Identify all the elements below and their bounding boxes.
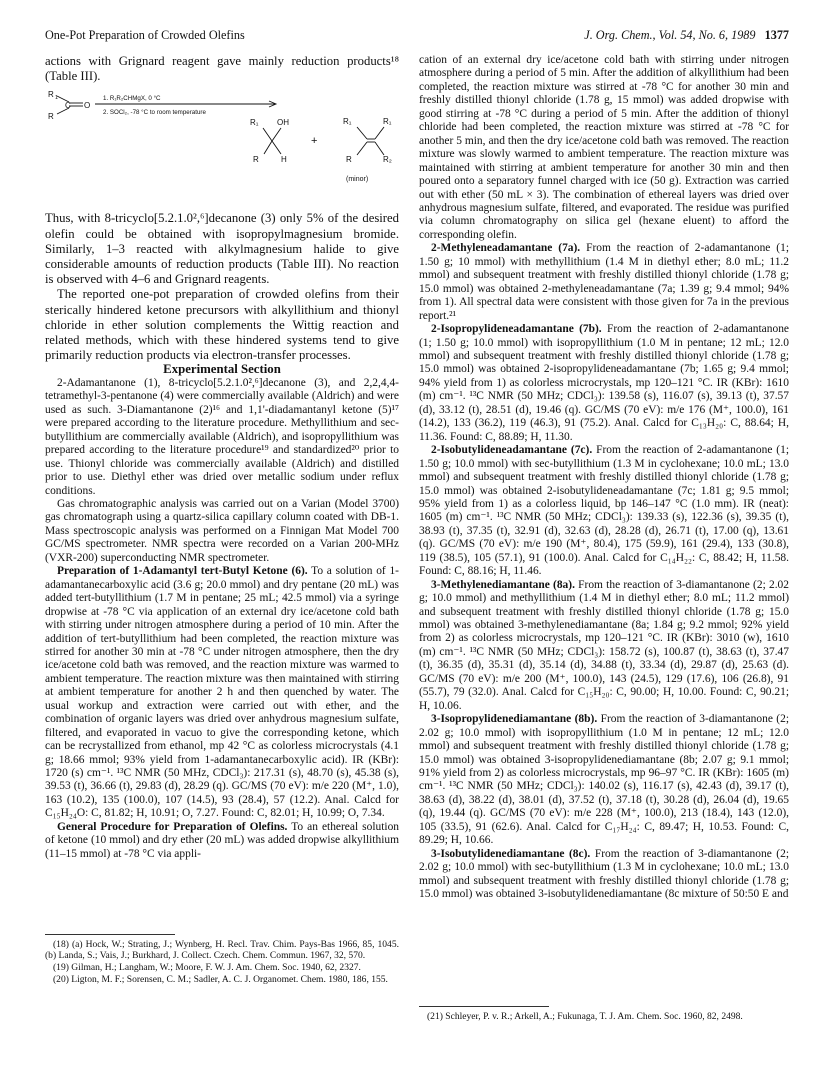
prep-ketone-paragraph [45,565,399,821]
footnote-rule [45,934,175,935]
compound-8c-body: From the reaction of 3-diamantanone (2; 2.02 g; 10.0 mmol) with sec-butyllithium (1.3 M in cyclohexane; 10.0 mL; 13.0 mmol) and subsequent treatment with freshly distilled thionyl chloride (1.78 g; 15.0 mmol) was obtained 3-isobutylidenediamantane (8c mixture of 50:50 E and [419,847,790,901]
compound-7c-body: From the reaction of 2-adamantanone (1; 1.50 g; 10.0 mmol) with sec-butyllithium (1.3 M in cyclohexane; 10.0 mL; 13.0 mmol) and subsequent treatment with freshly distilled thionyl chloride (1.78 g; 15.0 mmol) was obtained 2-isobutylideneadamantane (7c; 1.81 g; 9.5 mmol; 95% yield from 1) as a colorless liquid, bp 146–147 °C (1.0 mm). IR (neat): 1605 (m) cm⁻¹. ¹³C NMR (50 MHz; CDCl₃): 139.33 (s), 122.36 (s), 39.35 (t), 38.93 (t), 37.35 (t), 32.91 (d), 32.63 (d), 28.28 (d), 26.71 (t), 17.00 (q), 13.61 (q). GC/MS (70 eV): m/e 190 (M⁺, 80.4), 175 (59.9), 161 (29.4), 133 (30.8), 119 (38.5), 105 (57.1), 91 (100.0). Anal. Calcd for C₁₄H₂₂: C, 88.42; H, 11.58. Found: C, 88.16; H, 11.46. [419,444,790,578]
compound-7b-body: From the reaction of 2-adamantanone (1; 1.50 g; 10.0 mmol) with isopropyllithium (1.0 M in pentane; 12 mL; 12.0 mmol) and subsequent treatment with freshly distilled thionyl chloride (1.78 g; 15.0 mmol) was obtained 2-isopropylideneadamantane (7b; 1.65 g; 9.4 mmol; 94% yield from 1) as colorless microcrystals, mp 120–121 °C. IR (KBr): 1610 (m) cm⁻¹. ¹³C NMR (50 MHz; CDCl₃): 139.58 (s), 116.07 (s), 39.13 (t), 37.57 (d), 33.12 (t), 28.51 (d), 19.46 (q). GC/MS (70 eV): m/e 176 (M⁺, 100.0), 161 (14.2), 133 (36.2), 119 (46.3), 91 (75.2). Anal. Calcd for C₁₃H₂₀: C, 88.64; H, 11.36. Found: C, 88.89; H, 11.30. [419,323,789,443]
plus-sign: + [311,135,318,148]
footnote-rule-right [419,1006,549,1007]
running-head [45,28,789,43]
right-column [419,54,789,902]
olefin-r-label: R [346,155,352,165]
compound-8b-heading: 3-Isopropylidenediamantane (8b). [431,713,598,726]
compound-8c-paragraph [419,848,789,902]
compound-8a-heading: 3-Methylenediamantane (8a). [431,578,575,591]
running-head-title: One-Pot Preparation of Crowded Olefins [45,28,245,42]
journal-volume: Vol. 54, No. 6, 1989 [658,28,756,42]
page-number: 1377 [764,28,789,42]
footnotes-left [45,928,399,986]
footnote-21: (21) Schleyer, P. v. R.; Arkell, A.; Fukunaga, T. J. Am. Chem. Soc. 1960, 82, 2498. [427,1011,743,1022]
thus-paragraph: Thus, with 8-tricyclo[5.2.1.0²,⁶]decanone (3) only 5% of the desired olefin could be obtained with isopropylmagnesium bromide. Similarly, 1–3 reacted with alkylmagnesium halide to give considerable amounts of reduction products (Table III). No reaction is observed with 4–6 and Grignard reagents. [45,211,399,287]
ketone-r1-label: R [48,90,54,100]
intro-paragraph: actions with Grignard reagent gave mainly reduction products¹⁸ (Table III). [45,54,399,84]
general-procedure-paragraph [45,821,399,861]
ketone-oxygen-label: O [84,101,91,111]
experimental-section-title: Experimental Section [163,362,281,377]
compound-8b-body: From the reaction of 3-diamantanone (2; 2.02 g; 10.0 mmol) with isopropyllithium (1.0 M in pentane; 12 mL; 12.0 mmol) and subsequent treatment with freshly distilled thionyl chloride (1.78 g; 15.0 mmol) was obtained 3-isopropylidenediamantane (8b; 2.07 g; 9.1 mmol; 91% yield from 2) as colorless microcrystals, mp 96–97 °C. IR (KBr): 1605 (m) cm⁻¹. ¹³C NMR (50 MHz; CDCl₃): 140.02 (s), 116.17 (s), 42.43 (d), 39.17 (t), 38.63 (d), 38.22 (d), 38.01 (d), 37.52 (t), 37.18 (t), 30.28 (d), 26.04 (d), 19.65 (q), 19.44 (q). GC/MS (70 eV): m/e 228 (M⁺, 100.0), 213 (18.4), 143 (12.0), 105 (33.5), 91 (62.6). Anal. Calcd for C₁₇H₂₄: C, 89.47; H, 10.53. Found: C, 89.29; H, 10.66. [419,713,789,847]
gc-paragraph: Gas chromatographic analysis was carried out on a Varian (Model 3700) gas chromatograph using a quartz-silica capillary column coated with DB-1. Mass spectroscopic analysis was performed on a Finnigan Mat Model 700 GC/MS spectrometer. NMR spectra were recorded on a Varian 200-MHz (VXR-200) superconducting NMR spectrometer. [45,497,399,564]
ketone-r1-subscript: 1 [55,95,59,102]
compound-8b-paragraph [419,713,789,848]
running-head-citation [584,28,789,43]
reagent-step-1: 1. R₁R₂CHMgX, 0 °C [103,95,161,103]
compound-8a-paragraph [419,579,789,714]
journal-name: J. Org. Chem., [584,28,656,42]
minor-label: (minor) [346,176,369,184]
compound-7b-paragraph [419,323,789,444]
left-column [45,54,399,861]
footnote-20: (20) Ligton, M. F.; Sorensen, C. M.; Sadler, A. C. J. Organomet. Chem. 1980, 186, 155. [53,974,388,986]
procedure-continuation: cation of an external dry ice/acetone cold bath with stirring under nitrogen atmosphere during a period of 5 min. After the addition of alkyllithium had been completed, the reaction mixture was stirred at -78 °C for another 30 min and freshly distilled thionyl chloride (1.78 g, 15 mmol) was added dropwise with good stirring at -78 °C during a period of 5 min. After the addition of thionyl chloride had been completed, the reaction mixture was stirred at -78 °C for another 5 min, and then the dry ice/acetone cold bath was removed. The reaction mixture was slowly warmed to ambient temperature. The reaction mixture was maintained with stirring at ambient temperature for another 30 min and then poured onto a separatory funnel charged with ice (50 g). Extraction was carried out with ether (50 mL × 3). The combination of ethereal layers was dried over anhydrous magnesium sulfate, filtered, and evaporated. The residue was purified via column chromatography on silica gel (hexane eluent) to afford the corresponding olefin. [419,54,789,241]
general-procedure-heading: General Procedure for Preparation of Olefins. [57,820,288,833]
alcohol-oh-label: OH [277,118,289,128]
alcohol-h-label: H [281,155,287,165]
olefin-r2-label: R₂ [383,155,392,165]
compound-7b-heading: 2-Isopropylideneadamantane (7b). [431,323,602,336]
footnotes-right [419,1000,789,1023]
prep-ketone-body: To a solution of 1-adamantanecarboxylic acid (3.6 g; 20.0 mmol) and dry pentane (20 mL) was added tert-butyllithium (1.7 M in pentane; 25 mL; 42.5 mmol) via a syringe dropwise at -78 °C via application of an external dry ice/acetone cold bath with stirring under nitrogen atmosphere during a period of 10 min. After the addition of tert-butyllithium had been completed, the reaction mixture was stirred for another 30 min at -78 °C under nitrogen atmosphere, then the dry ice/acetone cold bath was removed, and the reaction mixture was warmed to ambient temperature. The reaction mixture was then maintained with stirring at ambient temperature for another 2 h and then quenched by water. The usual workup and extraction were carried out with ether, and the combination of organic layers was dried over anhydrous magnesium sulfate, filtered, and evaporated in vacuo to give the corresponding ketone, which can be recrystallized from ethanol, mp 42 °C as colorless microcrystals (4.1 g; 18.66 mmol; 93% yield from 1-adamantanecarboxylic acid). IR (KBr): 1720 (s) cm⁻¹. ¹³C NMR (50 MHz, CDCl₃): 217.31 (s), 48.70 (s), 45.38 (s), 39.53 (t), 36.66 (t), 29.83 (d), 28.29 (q). GC/MS (70 eV): m/e 220 (M⁺, 1.0), 163 (10.2), 135 (100.0), 107 (14.5), 93 (28.4), 57 (12.2). Anal. Calcd for C₁₅H₂₄O: C, 81.82; H, 10.91; O, 7.27. Found: C, 82.01; H, 10.99; O, 7.34. [45,565,399,820]
compound-7a-heading: 2-Methyleneadamantane (7a). [431,242,581,255]
olefin-r1b-label: R₁ [383,117,392,127]
reaction-scheme-drawing [45,87,399,205]
materials-paragraph: 2-Adamantanone (1), 8-tricyclo[5.2.1.0²,⁶]decanone (3), and 2,2,4,4-tetramethyl-3-pentanone (4) were commercially available (Aldrich) and were used as such. 3-Diamantanone (2)¹⁶ and 1,1'-diadamantanyl ketone (5)¹⁷ were prepared according to the literature procedure. Methyllithium and sec-butyllithium are commercially available (Aldrich), and isopropyllithium was prepared according to the literature procedure¹⁹ and standardized²⁰ prior to use. Thionyl chloride was commercially available (Aldrich) and distilled prior to use. Diethyl ether was dried over metallic sodium under reflux conditions. [45,376,399,497]
footnote-18: (18) (a) Hock, W.; Strating, J.; Wynberg, H. Recl. Trav. Chim. Pays-Bas 1966, 85, 1045. (b) Landa, S.; Vais, J.; Burkhard, J. Collect. Czech. Chem. Commun. 1967, 32, 570. [45,939,399,962]
reaction-scheme [45,87,399,205]
reagent-step-2: 2. SOCl₂, -78 °C to room temperature [103,109,206,117]
general-procedure-body: To an ethereal solution of ketone (10 mmol) and dry ether (20 mL) was added dropwise alkyllithium (11–15 mmol) at -78 °C via appli- [45,820,400,860]
compound-7a-paragraph [419,242,789,323]
prep-ketone-heading: Preparation of 1-Adamantyl tert-Butyl Ketone (6). [57,565,308,578]
olefin-r1-label: R₁ [343,117,352,127]
ketone-carbon-label: C [65,101,71,111]
compound-7c-heading: 2-Isobutylideneadamantane (7c). [431,444,593,457]
ketone-r-label: R [48,112,54,122]
footnote-19: (19) Gilman, H.; Langham, W.; Moore, F. W. J. Am. Chem. Soc. 1940, 62, 2327. [53,962,361,974]
alcohol-r1-label: R₁ [250,118,259,128]
reported-paragraph: The reported one-pot preparation of crowded olefins from their sterically hindered ketone precursors with alkyllithium and thionyl chloride in ether solution complements the Wittig reaction and related methods, which with these hindered systems tend to give primarily reduction products via electron-transfer processes. [45,287,399,363]
compound-7c-paragraph [419,444,789,579]
alcohol-r-label: R [253,155,259,165]
compound-7a-body: From the reaction of 2-adamantanone (1; 1.50 g; 10 mmol) with methyllithium (1.4 M in diethyl ether; 8.0 mL; 11.2 mmol) and subsequent treatment with freshly distilled thionyl chloride (1.78 g; 15.0 mmol) was obtained 2-methyleneadamantane (7a; 1.39 g; 9.4 mmol; 94% from 1). All spectral data were consistent with those given for 7a in the previous report.²¹ [419,242,789,322]
compound-8a-body: From the reaction of 3-diamantanone (2; 2.02 g; 10.0 mmol) and methyllithium (1.4 M in diethyl ether; 8.0 mL; 11.2 mmol) and subsequent treatment with freshly distilled thionyl chloride (1.78 g; 15.0 mmol) was obtained 3-methylenediamantane (8a; 1.84 g; 9.2 mmol; 92% yield from 2) as colorless microcrystals, mp 120–121 °C. IR (KBr): 3010 (w), 1610 (m) cm⁻¹. ¹³C NMR (50 MHz; CDCl₃): 158.72 (s), 100.87 (t), 38.63 (t), 37.47 (t), 36.35 (d), 35.31 (d), 35.14 (d), 34.88 (t), 33.34 (d), 29.87 (d), 25.63 (d). GC/MS (70 eV): m/e 200 (M⁺, 100.0), 143 (24.5), 129 (17.6), 106 (26.8), 91 (55.7), 79 (32.0). Anal. Calcd for C₁₅H₂₀: C, 90.00; H, 10.00. Found: C, 90.21; H, 10.06. [419,578,789,712]
compound-8c-heading: 3-Isobutylidenediamantane (8c). [431,847,591,860]
